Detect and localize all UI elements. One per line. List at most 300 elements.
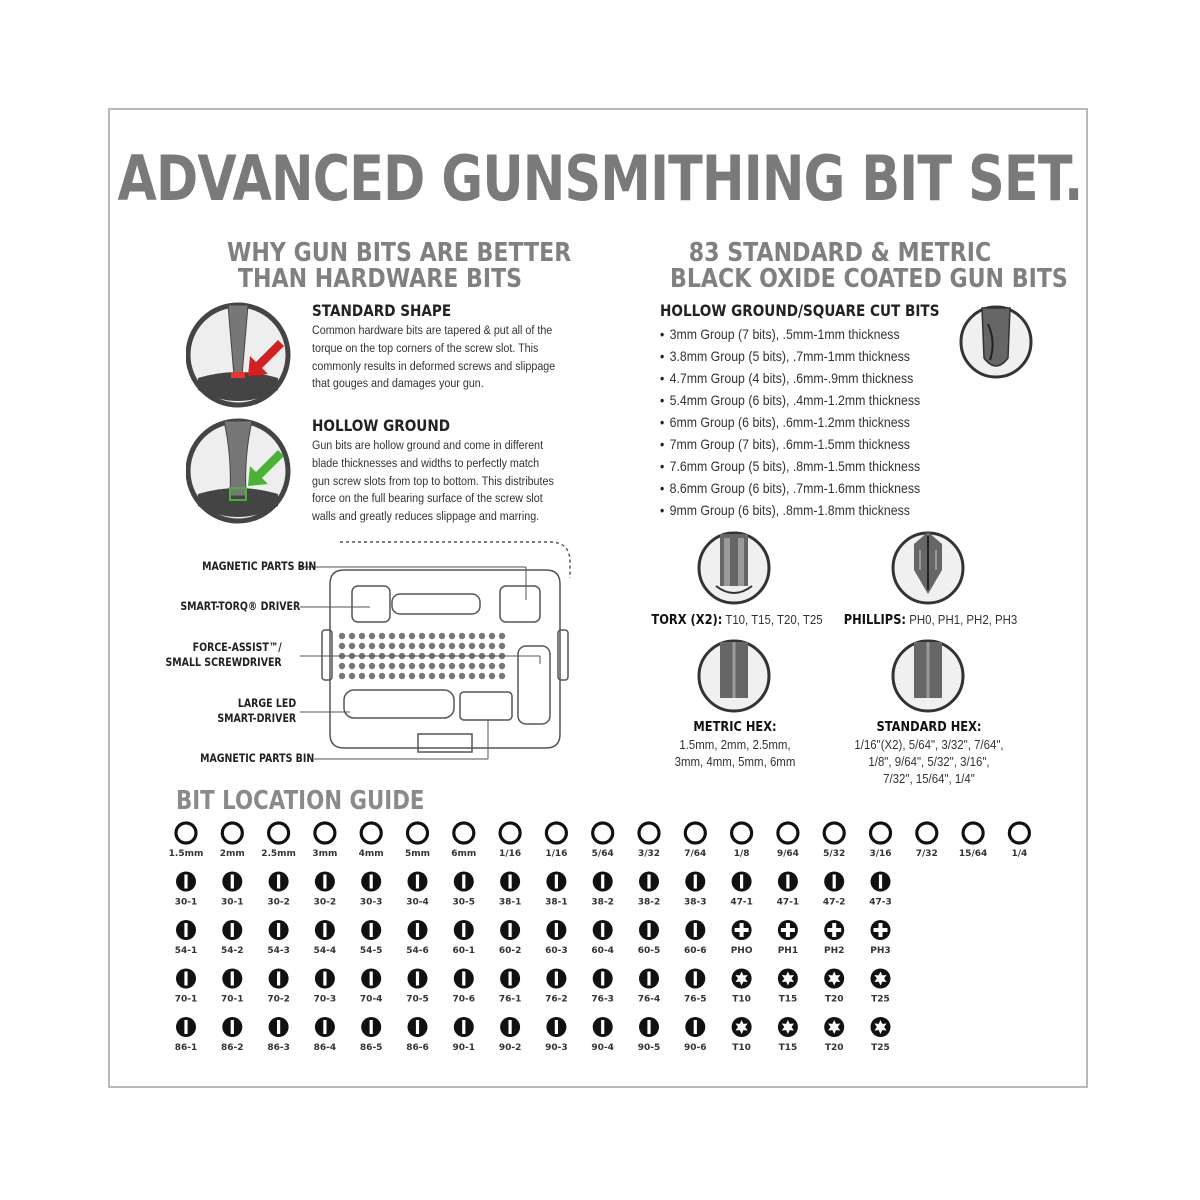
bit-location-label: 86-1 (174, 1043, 198, 1053)
bit-location-label: 76-1 (498, 994, 522, 1005)
standard-shape-title: STANDARD SHAPE (312, 301, 452, 320)
bit-slot-dot (349, 643, 355, 649)
bit-location-label: 60-6 (684, 946, 707, 956)
torx-bit-icon (696, 530, 776, 610)
bit-slot-dot (339, 663, 345, 669)
case-diagram (300, 534, 585, 769)
metric-hex-bit-icon (696, 638, 776, 718)
slot-bit-icon (546, 872, 566, 892)
bit-location-label: 60-1 (452, 946, 476, 956)
hex-bit-icon (871, 823, 891, 843)
bit-location-label: 38-2 (591, 897, 614, 908)
text-line: Gun bits are hollow ground and come in different (312, 438, 544, 452)
bit-location-label: 2mm (219, 849, 245, 859)
phillips-sizes: PH0, PH1, PH2, PH3 (906, 612, 1018, 627)
callout-text: SMART-TORQ® DRIVER (180, 599, 300, 613)
bit-slot-dot (439, 643, 445, 649)
bit-slot-dot (419, 673, 425, 679)
bit-location-label: PH1 (777, 946, 799, 956)
bit-location-label: PH3 (870, 946, 891, 956)
callout-magnetic-parts-bin-top (202, 559, 316, 574)
bit-location-label: 30-2 (313, 897, 337, 908)
bit-location-label: 86-2 (221, 1043, 244, 1053)
hex-bit-icon (685, 823, 705, 843)
bit-location-label: 38-1 (545, 897, 568, 908)
bit-location-label: 30-1 (174, 897, 198, 908)
bit-location-label: 4mm (358, 849, 384, 859)
bit-slot-dot (479, 643, 485, 649)
bit-slot-dot (389, 673, 395, 679)
hollow-ground-title: HOLLOW GROUND (312, 416, 451, 435)
slot-bit-icon (500, 1017, 520, 1037)
bit-slot-dot (499, 663, 505, 669)
bit-slot-dot (429, 633, 435, 639)
bit-slot-dot (429, 643, 435, 649)
bit-location-label: T15 (778, 994, 798, 1005)
bit-location-label: T20 (824, 994, 844, 1005)
bit-slot-dot (349, 663, 355, 669)
hex-bit-icon (176, 823, 196, 843)
text-line: commonly results in deformed screws and slippage (312, 358, 556, 373)
bit-location-label: 9/64 (776, 849, 799, 859)
bit-location-label: 54-1 (174, 946, 198, 956)
phillips-bit-icon (778, 920, 798, 940)
bit-slot-dot (459, 633, 465, 639)
bit-location-label: 86-6 (406, 1043, 429, 1053)
bit-location-label: PH2 (824, 946, 845, 956)
list-item: • 3mm Group (7 bits), .5mm-1mm thickness (660, 323, 920, 345)
slot-bit-icon (546, 969, 566, 989)
slot-bit-icon (408, 969, 428, 989)
slot-bit-icon (315, 920, 335, 940)
bit-slot-dot (499, 673, 505, 679)
bit-location-label: 70-6 (452, 994, 476, 1005)
bit-location-label: 54-5 (359, 946, 383, 956)
slot-bit-icon (871, 872, 891, 892)
hex-bit-icon (593, 823, 613, 843)
bit-slot-dot (399, 663, 405, 669)
list-item: • 9mm Group (6 bits), .8mm-1.8mm thickness (660, 499, 920, 521)
slot-bit-icon (639, 872, 659, 892)
bit-slot-dot (479, 633, 485, 639)
slot-bit-icon (500, 969, 520, 989)
bit-location-label: 60-4 (591, 946, 614, 956)
bit-slot-dot (339, 633, 345, 639)
standard-hex-bit-icon (890, 638, 970, 718)
standard-hex-line: 1/8", 9/64", 5/32", 3/16", (868, 754, 990, 769)
slot-bit-icon (454, 872, 474, 892)
slot-bit-icon (500, 872, 520, 892)
bit-slot-dot (369, 673, 375, 679)
bit-location-label: 90-1 (452, 1043, 476, 1053)
bit-location-label: 1/8 (733, 849, 750, 859)
bit-location-label: 38-1 (498, 897, 522, 908)
bit-slot-dot (339, 643, 345, 649)
bit-location-label: 90-2 (498, 1043, 522, 1053)
hex-bit-icon (315, 823, 335, 843)
bit-location-label: 30-1 (221, 897, 244, 908)
bit-group-list (660, 323, 956, 521)
torx-bit-icon (778, 1017, 798, 1037)
slot-bit-icon (269, 920, 289, 940)
slot-bit-icon (685, 920, 705, 940)
hollow-ground-icon (188, 421, 288, 521)
list-item: • 5.4mm Group (6 bits), .4mm-1.2mm thickness (660, 389, 920, 411)
bit-location-label: 47-3 (869, 897, 892, 908)
slot-bit-icon (408, 872, 428, 892)
bit-location-label: PHO (730, 946, 753, 956)
bit-location-label: T10 (732, 994, 751, 1005)
bit-location-label: 47-1 (730, 897, 753, 908)
bit-location-label: T15 (778, 1043, 798, 1053)
bit-location-label: T25 (871, 1043, 890, 1053)
bit-location-label: 38-2 (637, 897, 661, 908)
bit-location-label: 5/64 (591, 849, 614, 859)
slot-bit-icon (408, 1017, 428, 1037)
slot-bit-icon (361, 872, 381, 892)
slot-bit-icon (361, 1017, 381, 1037)
standard-hex-label (837, 718, 1022, 787)
bit-slot-dot (419, 663, 425, 669)
slot-bit-icon (315, 969, 335, 989)
bit-slot-dot (339, 673, 345, 679)
bit-location-label: 86-3 (267, 1043, 290, 1053)
metric-hex-line: 1.5mm, 2mm, 2.5mm, (679, 737, 791, 752)
bit-location-label: 7/32 (915, 849, 938, 859)
torx-label (651, 611, 823, 629)
callout-smart-torq-driver (180, 599, 300, 614)
metric-hex-label (651, 718, 818, 770)
bit-slot-dot (399, 643, 405, 649)
callout-text: SMALL SCREWDRIVER (165, 655, 282, 669)
standard-hex-line: 1/16"(X2), 5/64", 3/32", 7/64", (854, 737, 1004, 752)
bit-slot-dot (429, 673, 435, 679)
bit-comparison-illustration (186, 300, 296, 530)
bit-slot-dot (439, 673, 445, 679)
bit-slot-dot (449, 643, 455, 649)
bit-location-guide-grid (160, 815, 1040, 1065)
bit-location-label: 90-5 (637, 1043, 661, 1053)
bit-slot-dot (369, 643, 375, 649)
bit-slot-dot (449, 663, 455, 669)
torx-bit-icon (871, 1017, 891, 1037)
phillips-bit-icon (890, 530, 970, 610)
bit-slot-dot (359, 663, 365, 669)
slot-bit-icon (778, 872, 798, 892)
bit-location-label: 15/64 (958, 849, 988, 859)
slot-bit-icon (546, 1017, 566, 1037)
bit-location-label: 6mm (451, 849, 477, 859)
bit-slot-dot (369, 633, 375, 639)
hollow-square-title: HOLLOW GROUND/SQUARE CUT BITS (660, 301, 940, 320)
bit-location-label: 70-2 (267, 994, 290, 1005)
right-heading-line: 83 STANDARD & METRIC (688, 238, 992, 268)
torx-bit-icon (824, 1017, 844, 1037)
bit-location-label: 2.5mm (261, 849, 296, 859)
bit-location-label: 76-5 (684, 994, 707, 1005)
hex-bit-icon (546, 823, 566, 843)
bit-slot-dot (389, 633, 395, 639)
slot-bit-icon (361, 920, 381, 940)
bit-slot-dot (389, 663, 395, 669)
phillips-bit-icon (824, 920, 844, 940)
slot-bit-icon (222, 969, 242, 989)
bit-slot-dot (439, 633, 445, 639)
bit-location-label: 30-5 (452, 897, 476, 908)
left-heading-line: WHY GUN BITS ARE BETTER (227, 238, 572, 268)
bit-slot-dot (499, 643, 505, 649)
bit-location-label: 1/16 (499, 849, 522, 859)
phillips-name: PHILLIPS: (843, 613, 907, 628)
bit-slot-dot (389, 643, 395, 649)
torx-bit-icon (824, 969, 844, 989)
bit-location-label: 86-4 (313, 1043, 337, 1053)
slot-bit-icon (593, 920, 613, 940)
bit-location-label: 30-2 (267, 897, 290, 908)
slot-bit-icon (315, 1017, 335, 1037)
bit-slot-dot (469, 663, 475, 669)
torx-sizes: T10, T15, T20, T25 (722, 612, 823, 627)
bit-location-label: 47-2 (822, 897, 846, 908)
text-line: torque on the top corners of the screw slot. This (312, 340, 539, 355)
text-line: blade thicknesses and widths to perfectly match (312, 455, 540, 470)
slot-bit-icon (546, 920, 566, 940)
text-line: force on the full bearing surface of the screw slot (312, 491, 543, 506)
callout-text: FORCE-ASSIST™/ (192, 640, 282, 654)
bit-slot-dot (489, 673, 495, 679)
bit-location-label: 60-3 (545, 946, 568, 956)
text-line: gun screw slots from top to bottom. This distributes (312, 473, 554, 488)
text-line: Common hardware bits are tapered & put all of the (312, 323, 553, 337)
slot-bit-icon (222, 1017, 242, 1037)
bit-location-label: 1/4 (1011, 849, 1028, 859)
bit-location-label: 5/32 (823, 849, 846, 859)
standard-hex-line: 7/32", 15/64", 1/4" (883, 771, 975, 786)
left-heading-line: THAN HARDWARE BITS (237, 264, 523, 294)
bit-location-label: 76-4 (637, 994, 661, 1005)
slot-bit-icon (269, 872, 289, 892)
slot-bit-icon (454, 969, 474, 989)
bit-slot-dot (429, 663, 435, 669)
bit-slot-dot (439, 663, 445, 669)
bit-slot-dot (469, 673, 475, 679)
bit-slot-dot (359, 643, 365, 649)
slot-bit-icon (593, 1017, 613, 1037)
slot-bit-icon (222, 920, 242, 940)
list-item: • 6mm Group (6 bits), .6mm-1.2mm thickness (660, 411, 920, 433)
list-item: • 4.7mm Group (4 bits), .6mm-.9mm thickness (660, 367, 920, 389)
bit-slot-dot (409, 643, 415, 649)
hex-bit-icon (222, 823, 242, 843)
bit-location-label: 1.5mm (168, 849, 204, 859)
bit-location-label: 5mm (404, 849, 431, 859)
bit-slot-dot (379, 663, 385, 669)
bit-slot-dot (349, 633, 355, 639)
torx-bit-icon (778, 969, 798, 989)
flat-bit-icon (958, 304, 1036, 382)
slot-bit-icon (222, 872, 242, 892)
bit-slot-dot (409, 673, 415, 679)
bit-location-label: 70-1 (174, 994, 198, 1005)
torx-bit-icon (732, 969, 752, 989)
bit-location-label: 70-3 (313, 994, 337, 1005)
bit-slot-dot (349, 673, 355, 679)
bit-location-label: 3/32 (637, 849, 661, 859)
text-line: walls and greatly reduces slippage and marring. (312, 509, 540, 524)
slot-bit-icon (593, 872, 613, 892)
list-item: • 8.6mm Group (6 bits), .7mm-1.6mm thickness (660, 477, 920, 499)
bit-location-label: 3mm (312, 849, 338, 859)
bit-location-label: 54-3 (267, 946, 290, 956)
bit-location-label: 76-2 (545, 994, 568, 1005)
bit-location-label: 70-1 (221, 994, 244, 1005)
bit-location-label: 60-2 (498, 946, 522, 956)
slot-bit-icon (176, 872, 196, 892)
slot-bit-icon (685, 969, 705, 989)
bit-slot-dot (469, 633, 475, 639)
slot-bit-icon (824, 872, 844, 892)
bit-slot-dot (499, 633, 505, 639)
hex-bit-icon (824, 823, 844, 843)
bit-slot-dot (399, 673, 405, 679)
bit-location-label: 60-5 (637, 946, 661, 956)
hex-bit-icon (454, 823, 474, 843)
torx-name: TORX (X2): (651, 613, 723, 628)
bit-location-label: T10 (732, 1043, 751, 1053)
bit-slot-dot (379, 673, 385, 679)
bit-location-label: 30-3 (359, 897, 383, 908)
hollow-ground-text (312, 437, 554, 526)
bit-location-label: 54-4 (313, 946, 337, 956)
hex-bit-icon (408, 823, 428, 843)
metric-hex-line: 3mm, 4mm, 5mm, 6mm (674, 754, 796, 769)
bit-slot-dot (409, 633, 415, 639)
slot-bit-icon (639, 1017, 659, 1037)
hex-bit-icon (361, 823, 381, 843)
left-section-heading (227, 238, 572, 294)
bit-slot-dot (459, 643, 465, 649)
right-heading-line: BLACK OXIDE COATED GUN BITS (670, 264, 1068, 294)
callout-text: SMART-DRIVER (217, 711, 296, 725)
bit-location-label: 3/16 (869, 849, 892, 859)
bit-location-label: 38-3 (684, 897, 707, 908)
slot-bit-icon (269, 1017, 289, 1037)
callout-magnetic-parts-bin-bottom (200, 751, 314, 766)
slot-bit-icon (639, 920, 659, 940)
bit-slot-dot (359, 673, 365, 679)
slot-bit-icon (269, 969, 289, 989)
slot-bit-icon (408, 920, 428, 940)
page-title: ADVANCED GUNSMITHING BIT SET. (117, 142, 1083, 215)
bit-location-label: 90-3 (545, 1043, 568, 1053)
slot-bit-icon (176, 920, 196, 940)
slot-bit-icon (454, 920, 474, 940)
bit-slot-dot (489, 633, 495, 639)
slot-bit-icon (685, 872, 705, 892)
bit-slot-dot (419, 643, 425, 649)
callout-text: LARGE LED (237, 696, 296, 710)
bit-slot-dot (409, 663, 415, 669)
bit-location-label: 54-6 (406, 946, 429, 956)
bit-location-label: 1/16 (545, 849, 568, 859)
bit-location-label: 7/64 (684, 849, 707, 859)
slot-bit-icon (361, 969, 381, 989)
bit-location-label: 90-4 (591, 1043, 614, 1053)
bit-slot-dot (479, 673, 485, 679)
bit-location-label: 30-4 (406, 897, 429, 908)
bit-location-label: 86-5 (359, 1043, 383, 1053)
slot-bit-icon (639, 969, 659, 989)
torx-bit-icon (871, 969, 891, 989)
text-line: that gouges and damages your gun. (312, 376, 484, 391)
right-section-heading (670, 238, 1068, 294)
bit-slot-dot (399, 633, 405, 639)
bit-slot-dot (449, 633, 455, 639)
bit-slot-dot (419, 633, 425, 639)
bit-slot-dot (489, 643, 495, 649)
hex-bit-icon (1009, 823, 1029, 843)
list-item: • 7mm Group (7 bits), .6mm-1.5mm thickness (660, 433, 920, 455)
bit-location-guide-title: BIT LOCATION GUIDE (176, 786, 425, 816)
bit-location-label: 90-6 (684, 1043, 707, 1053)
bit-slot-dot (369, 663, 375, 669)
bit-location-label: 54-2 (221, 946, 244, 956)
bit-slot-dot (379, 633, 385, 639)
slot-bit-icon (500, 920, 520, 940)
callout-text: MAGNETIC PARTS BIN (199, 751, 314, 765)
slot-bit-icon (593, 969, 613, 989)
hex-bit-icon (963, 823, 983, 843)
bit-slot-dot (379, 643, 385, 649)
bit-slot-dot (479, 663, 485, 669)
slot-bit-icon (176, 969, 196, 989)
torx-bit-icon (732, 1017, 752, 1037)
callout-large-led-smart-driver (217, 696, 296, 726)
bit-location-label: T20 (824, 1043, 844, 1053)
slot-bit-icon (315, 872, 335, 892)
hex-bit-icon (778, 823, 798, 843)
callout-text: MAGNETIC PARTS BIN (201, 559, 316, 573)
hex-bit-icon (269, 823, 289, 843)
bit-location-label: 76-3 (591, 994, 614, 1005)
standard-shape-text (312, 322, 555, 393)
list-item: • 7.6mm Group (5 bits), .8mm-1.5mm thickness (660, 455, 920, 477)
bit-slot-dot (489, 663, 495, 669)
standard-shape-icon (188, 305, 288, 405)
phillips-bit-icon (871, 920, 891, 940)
list-item: • 3.8mm Group (5 bits), .7mm-1mm thickness (660, 345, 920, 367)
callout-force-assist (166, 640, 282, 670)
bit-slot-dot (449, 673, 455, 679)
bit-location-label: 70-5 (406, 994, 429, 1005)
bit-slot-dot (469, 643, 475, 649)
bit-slot-dot (459, 673, 465, 679)
hex-bit-icon (500, 823, 520, 843)
slot-bit-icon (685, 1017, 705, 1037)
slot-bit-icon (454, 1017, 474, 1037)
bit-location-label: 70-4 (359, 994, 383, 1005)
metric-hex-name: METRIC HEX: (693, 720, 777, 735)
hex-bit-icon (732, 823, 752, 843)
slot-bit-icon (176, 1017, 196, 1037)
bit-slot-dot (359, 633, 365, 639)
standard-hex-name: STANDARD HEX: (876, 720, 982, 735)
slot-bit-icon (732, 872, 752, 892)
hex-bit-icon (917, 823, 937, 843)
phillips-bit-icon (732, 920, 752, 940)
phillips-label (844, 611, 1016, 629)
bit-location-label: T25 (871, 994, 890, 1005)
